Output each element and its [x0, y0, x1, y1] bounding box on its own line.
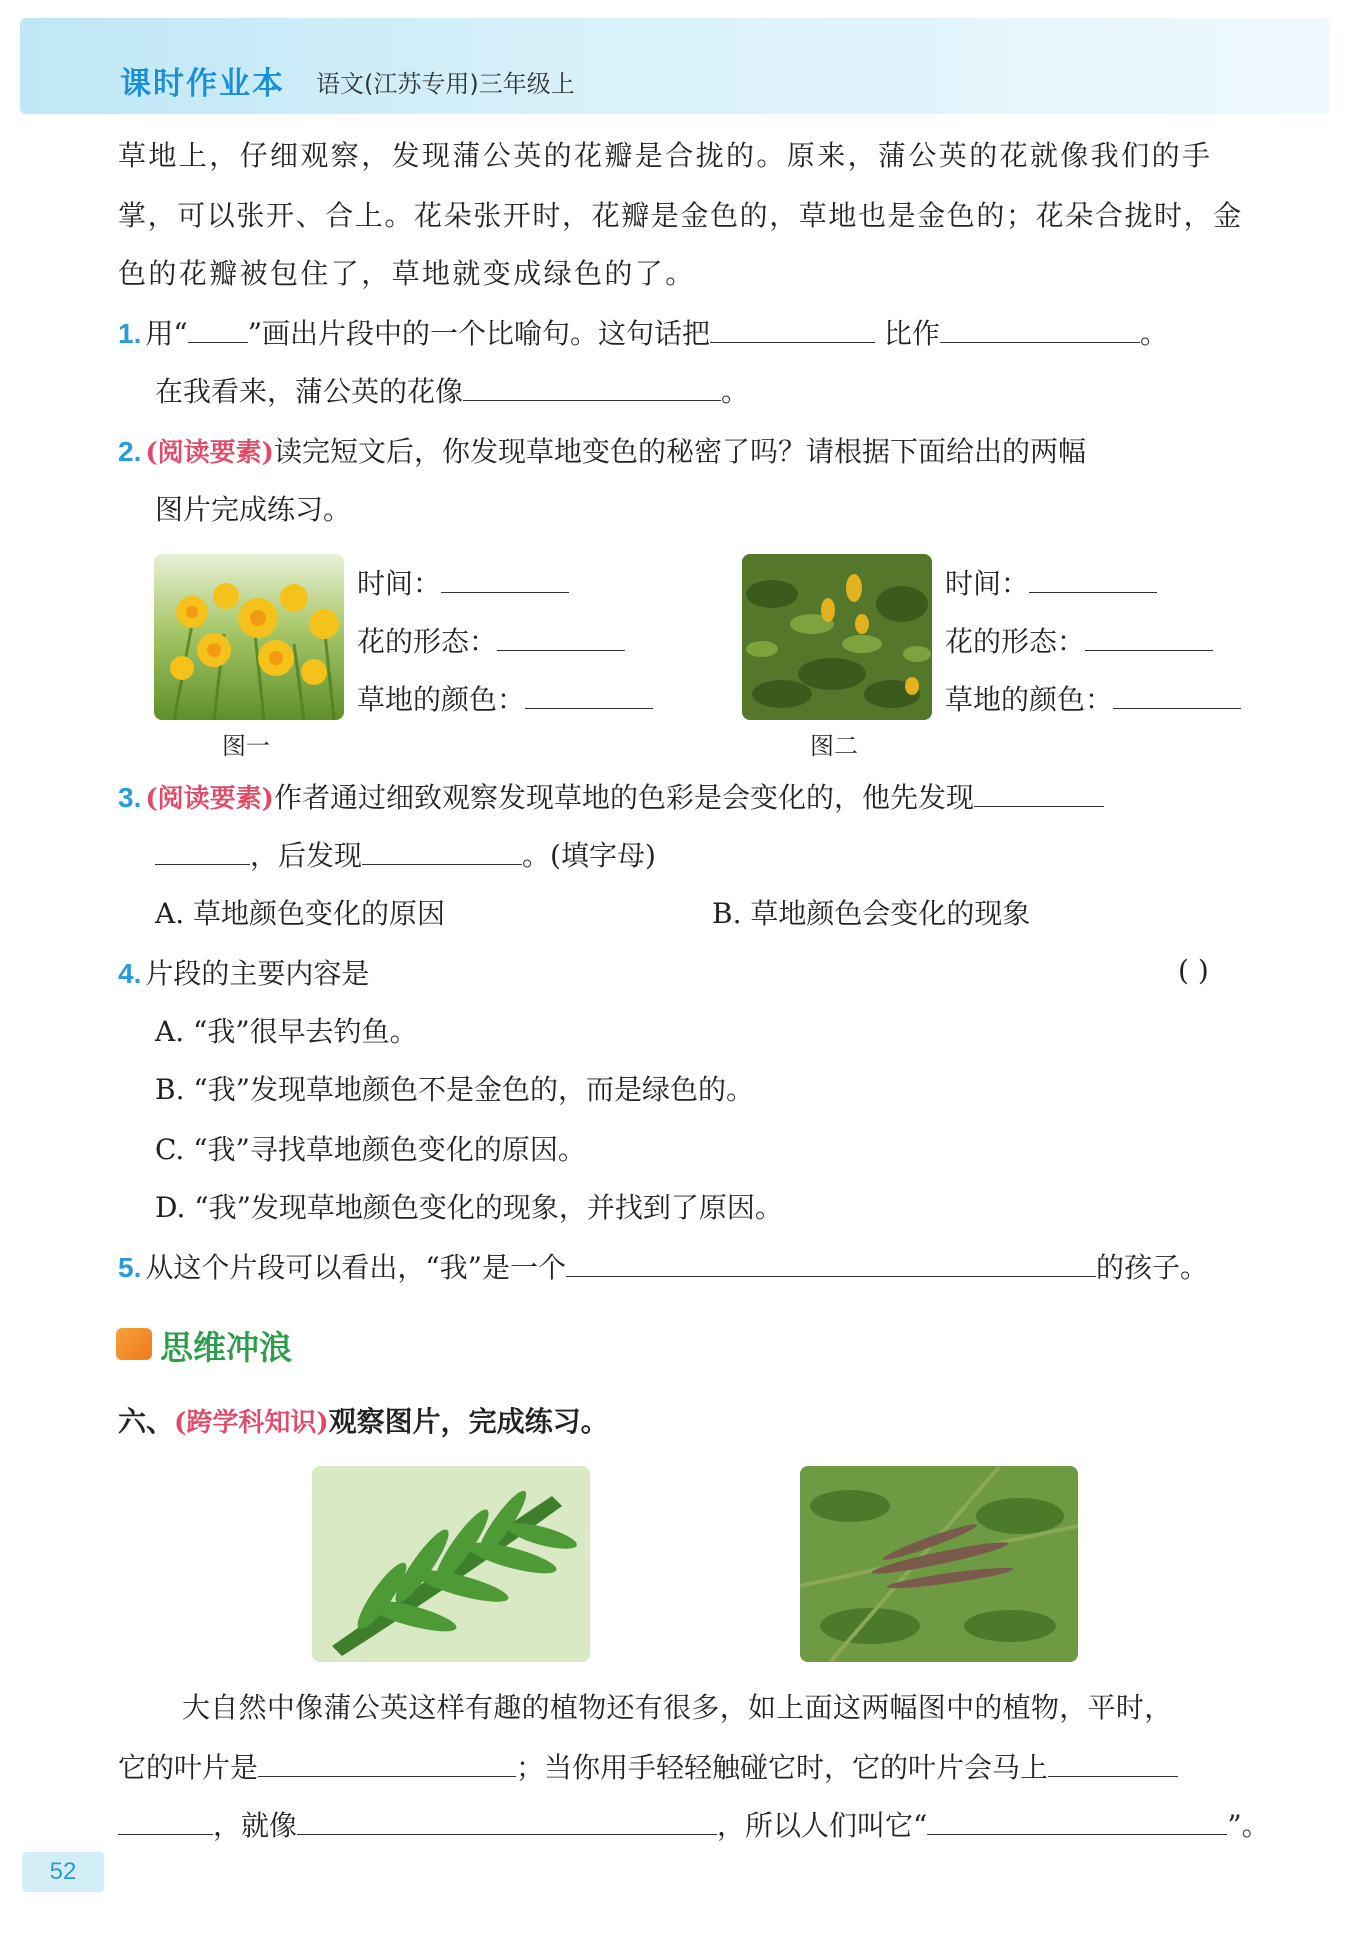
answer-blank[interactable]: [566, 1248, 1096, 1277]
answer-blank[interactable]: [441, 564, 569, 593]
picture2-time: [945, 564, 1157, 604]
q3-text: 作者通过细致观察发现草地的色彩是会变化的，他先发现: [273, 781, 974, 814]
q6-paragraph-line2: [118, 1748, 1178, 1788]
q3-option-a: A. 草地颜色变化的原因: [155, 897, 446, 930]
q3-option-b: B. 草地颜色会变化的现象: [712, 897, 1031, 930]
answer-blank[interactable]: [118, 1806, 213, 1835]
field-label: 花的形态：: [945, 625, 1086, 658]
answer-blank[interactable]: [525, 680, 653, 709]
answer-blank[interactable]: [155, 836, 250, 865]
question-number: 1.: [118, 318, 142, 349]
picture1-time: [357, 564, 569, 604]
picture1-flower-shape: [357, 622, 625, 662]
field-label: 草地的颜色：: [945, 683, 1114, 716]
q1-text: 用“: [145, 317, 188, 350]
answer-blank[interactable]: [1029, 564, 1157, 593]
q3-text: ，后发现: [250, 839, 363, 872]
question-1-line2: [155, 372, 749, 412]
question-number: 六、: [118, 1405, 175, 1438]
cross-subject-tag: (跨学科知识): [174, 1408, 329, 1438]
q6-text: ，所以人们叫它“: [717, 1809, 928, 1842]
q4-option: C. “我”寻找草地颜色变化的原因。: [155, 1133, 586, 1166]
answer-blank[interactable]: [463, 372, 721, 401]
passage-line: 掌，可以张开、合上。花朵张开时，花瓣是金色的，草地也是金色的；花朵合拢时，金: [118, 199, 1243, 232]
q6-paragraph-line3: [118, 1806, 1270, 1846]
q4-option: A. “我”很早去钓鱼。: [155, 1015, 418, 1048]
picture1-caption: 图一: [222, 732, 270, 760]
q4-option: B. “我”发现草地颜色不是金色的，而是绿色的。: [155, 1073, 755, 1106]
question-4: [118, 954, 369, 994]
answer-blank[interactable]: [1048, 1748, 1178, 1777]
answer-blank[interactable]: [1113, 680, 1241, 709]
reading-tag: (阅读要素): [145, 784, 274, 814]
question-number: 2.: [118, 436, 142, 467]
q6-text: ，就像: [213, 1809, 298, 1842]
answer-blank[interactable]: [362, 836, 522, 865]
answer-blank[interactable]: [1085, 622, 1213, 651]
q1-text: ”画出片段中的一个比喻句。这句话把: [247, 317, 711, 350]
field-label: 草地的颜色：: [357, 683, 526, 716]
q6-text: ”。: [1227, 1809, 1270, 1842]
answer-blank[interactable]: [940, 314, 1140, 343]
question-number: 3.: [118, 782, 142, 813]
answer-blank[interactable]: [188, 314, 248, 343]
answer-blank[interactable]: [927, 1806, 1227, 1835]
question-1: [118, 314, 1168, 354]
field-label: 时间：: [945, 567, 1030, 600]
q3-text: 。(填字母): [522, 839, 656, 872]
picture2-caption: 图二: [810, 732, 858, 760]
reading-tag: (阅读要素): [145, 438, 274, 468]
q1-text: 比作: [883, 317, 940, 350]
question-5: [118, 1248, 1208, 1288]
q1-text: 。: [1139, 317, 1168, 350]
passage-line: 草地上，仔细观察，发现蒲公英的花瓣是合拢的。原来，蒲公英的花就像我们的手: [118, 139, 1213, 172]
q6-text: ；当你用手轻轻触碰它时，它的叶片会马上: [516, 1751, 1049, 1784]
field-label: 花的形态：: [357, 625, 498, 658]
question-3-line2: [155, 836, 656, 876]
picture2-flower-shape: [945, 622, 1213, 662]
dandelion-open-photo: [154, 554, 344, 720]
q4-text: 片段的主要内容是: [145, 957, 370, 990]
q1-text: 在我看来，蒲公英的花像: [155, 375, 464, 408]
answer-blank[interactable]: [710, 314, 875, 343]
dandelion-closed-photo: [742, 554, 932, 720]
wave-icon: [116, 1328, 152, 1360]
q6-text: 它的叶片是: [118, 1751, 259, 1784]
mimosa-closed-photo: [800, 1466, 1078, 1662]
q2-text: 读完短文后，你发现草地变色的秘密了吗？请根据下面给出的两幅: [273, 435, 1086, 468]
subject-title: 语文(江苏专用)三年级上: [316, 70, 575, 98]
q6-text: 观察图片，完成练习。: [328, 1405, 609, 1438]
mimosa-open-photo: [312, 1466, 590, 1662]
picture1-grass-color: [357, 680, 653, 720]
answer-parentheses[interactable]: ( ): [1178, 954, 1209, 987]
q5-text: 从这个片段可以看出，“我”是一个: [145, 1251, 566, 1284]
answer-blank[interactable]: [258, 1748, 516, 1777]
answer-blank[interactable]: [497, 622, 625, 651]
section-title: 思维冲浪: [160, 1328, 292, 1367]
q6-paragraph: 大自然中像蒲公英这样有趣的植物还有很多，如上面这两幅图中的植物，平时，: [182, 1691, 1173, 1724]
question-3: [118, 778, 1104, 819]
picture2-grass-color: [945, 680, 1241, 720]
answer-blank[interactable]: [974, 778, 1104, 807]
page-number: 52: [22, 1852, 104, 1892]
q4-option: D. “我”发现草地颜色变化的现象，并找到了原因。: [155, 1191, 783, 1224]
brand-title: 课时作业本: [120, 66, 285, 102]
field-label: 时间：: [357, 567, 442, 600]
q5-text: 的孩子。: [1096, 1251, 1209, 1284]
passage-line: 色的花瓣被包住了，草地就变成绿色的了。: [118, 257, 696, 290]
question-6: [118, 1402, 609, 1443]
answer-blank[interactable]: [297, 1806, 717, 1835]
question-number: 5.: [118, 1252, 142, 1283]
q1-text: 。: [721, 375, 750, 408]
question-number: 4.: [118, 958, 142, 989]
q2-text: 图片完成练习。: [155, 493, 352, 526]
question-2: [118, 432, 1086, 473]
